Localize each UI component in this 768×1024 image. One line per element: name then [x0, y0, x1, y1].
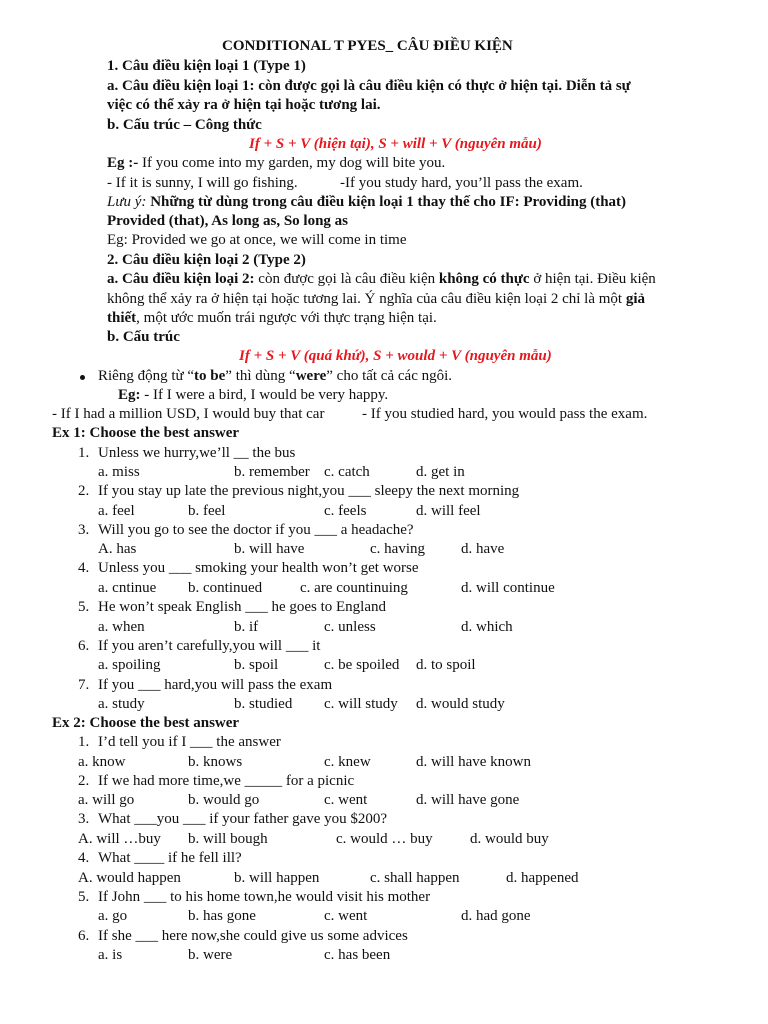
type2-definition-line2 [107, 290, 645, 309]
type1-structure-label: b. Cấu trúc – Công thức [107, 117, 262, 133]
question-text: If she ___ here now,she could give us some advices [98, 928, 408, 944]
bullet-b1: to be [194, 368, 226, 384]
ex1-q4-option-a: a. cntinue [98, 580, 157, 596]
ex1-q1-option-c: c. catch [324, 464, 370, 480]
question-text: I’d tell you if I ___ the answer [98, 734, 281, 750]
ex2-question-2 [78, 772, 354, 791]
bullet-t1: Riêng động từ “ [98, 368, 195, 384]
ex1-question-2 [78, 482, 519, 501]
question-text: If we had more time,we _____ for a picnic [98, 773, 355, 789]
question-text: If you stay up late the previous night,you ___ sleepy the next morning [98, 483, 520, 499]
question-number: 4. [78, 560, 90, 576]
ex1-q7-option-d: d. would study [416, 696, 505, 712]
ex1-q4-option-b: b. continued [188, 580, 263, 596]
ex2-q4-option-a: A. would happen [78, 870, 181, 886]
type2-example1 [118, 386, 388, 405]
type2-definition-bold2: giả [625, 291, 646, 307]
ex2-q2-option-c: c. went [324, 792, 368, 808]
question-number: 6. [78, 928, 90, 944]
question-number: 5. [78, 599, 90, 615]
type1-definition-text2a: việc có thể xảy ra [107, 97, 222, 113]
question-number: 3. [78, 522, 90, 538]
ex1-q4-option-c: c. are countinuing [300, 580, 408, 596]
type2-heading: 2. Câu điều kiện loại 2 (Type 2) [107, 252, 306, 268]
question-number: 2. [78, 483, 90, 499]
type1-example1-text: If you come into my garden, my dog will bite you. [138, 155, 446, 171]
question-text: Unless you ___ smoking your health won’t get worse [98, 560, 419, 576]
ex2-q2-option-a: a. will go [78, 792, 135, 808]
type1-note-line1 [107, 193, 626, 212]
type2-structure-label: b. Cấu trúc [107, 329, 180, 345]
ex1-q6-option-a: a. spoiling [98, 657, 161, 673]
type1-formula: If + S + V (hiện tại), S + will + V (nguyên mẫu) [249, 136, 542, 152]
type1-note-label: Lưu ý: [107, 194, 147, 210]
ex2-q4-option-b: b. will happen [234, 870, 320, 886]
ex2-question-5 [78, 888, 430, 907]
type2-definition-t2: ở hiện tại. Điều kiện [529, 271, 656, 287]
question-number: 7. [78, 677, 90, 693]
question-text: He won’t speak English ___ he goes to England [98, 599, 387, 615]
ex1-q2-option-b: b. feel [188, 503, 226, 519]
page-title: CONDITIONAL T PYES_ CÂU ĐIỀU KIỆN [222, 38, 513, 54]
type2-formula: If + S + V (quá khứ), S + would + V (nguyên mẫu) [239, 348, 552, 364]
ex2-q5-option-d: d. had gone [461, 908, 531, 924]
ex2-q1-option-b: b. knows [188, 754, 243, 770]
question-text: If you ___ hard,you will pass the exam [98, 677, 333, 693]
type2-definition-line2a: không thể xảy ra ở hiện tại hoặc tương lai. Ý nghĩa của câu điều kiện loại 2 chỉ là một [107, 291, 626, 307]
ex2-q2-option-b: b. would go [188, 792, 260, 808]
bullet-t3: ” cho tất cả các ngôi. [326, 368, 453, 384]
type1-example1 [107, 154, 445, 173]
type1-definition-text2b: ở hiện tại hoặc tương lai. [221, 97, 381, 113]
question-number: 6. [78, 638, 90, 654]
type2-definition-bold3: thiết [107, 310, 137, 326]
question-text: What ____ if he fell ill? [98, 850, 242, 866]
ex1-q1-option-b: b. remember [234, 464, 310, 480]
ex2-q4-option-d: d. happened [506, 870, 579, 886]
type2-definition-line1 [107, 270, 656, 289]
ex1-q5-option-b: b. if [234, 619, 259, 635]
type2-definition-bold1: không có thực [438, 271, 530, 287]
ex1-q7-option-b: b. studied [234, 696, 293, 712]
ex2-q6-option-c: c. has been [324, 947, 391, 963]
ex1-q2-option-d: d. will feel [416, 503, 481, 519]
ex2-q1-option-a: a. know [78, 754, 126, 770]
type2-definition-t1: còn được gọi là câu điều kiện [254, 271, 439, 287]
type2-example1-text: - If I were a bird, I would be very happy. [140, 387, 389, 403]
type1-heading: 1. Câu điều kiện loại 1 (Type 1) [107, 58, 306, 74]
type2-bullet-note [98, 367, 452, 386]
ex1-q6-option-d: d. to spoil [416, 657, 476, 673]
ex2-q5-option-a: a. go [98, 908, 128, 924]
ex2-q6-option-b: b. were [188, 947, 233, 963]
question-text: What ___you ___ if your father gave you $200? [98, 811, 388, 827]
ex2-q6-option-a: a. is [98, 947, 123, 963]
type2-definition-line3 [107, 309, 437, 328]
question-number: 2. [78, 773, 90, 789]
ex2-question-1 [78, 733, 281, 752]
ex1-heading: Ex 1: Choose the best answer [52, 425, 240, 441]
question-number: 5. [78, 889, 90, 905]
question-number: 4. [78, 850, 90, 866]
question-text: Unless we hurry,we’ll __ the bus [98, 445, 296, 461]
ex1-q5-option-d: d. which [461, 619, 513, 635]
ex1-q1-option-a: a. miss [98, 464, 140, 480]
ex1-q5-option-c: c. unless [324, 619, 376, 635]
question-text: Will you go to see the doctor if you ___ a headache? [98, 522, 414, 538]
ex1-q1-option-d: d. get in [416, 464, 465, 480]
question-number: 1. [78, 734, 90, 750]
ex2-heading: Ex 2: Choose the best answer [52, 715, 240, 731]
ex2-q3-option-b: b. will bough [188, 831, 268, 847]
ex2-q5-option-b: b. has gone [188, 908, 256, 924]
ex1-q7-option-a: a. study [98, 696, 145, 712]
ex1-question-3 [78, 521, 414, 540]
ex1-q3-option-b: b. will have [234, 541, 305, 557]
ex2-q3-option-c: c. would … buy [336, 831, 433, 847]
type2-definition-label: a. Câu điều kiện loại 2: [107, 271, 255, 287]
bullet-t2: ” thì dùng “ [225, 368, 296, 384]
ex2-question-3 [78, 810, 387, 829]
type2-example2: - If I had a million USD, I would buy that car [52, 406, 325, 422]
type2-definition-line3-text: , một ước muốn trái ngược với thực trạng hiện tại. [136, 310, 437, 326]
type1-definition-line2 [107, 96, 381, 115]
type1-definition-line1 [107, 77, 631, 96]
bullet-b2: were [295, 368, 327, 384]
ex1-q6-option-b: b. spoil [234, 657, 279, 673]
type1-definition-text: còn được gọi là câu điều kiện có thực ở hiện tại. Diễn tả sự [254, 78, 631, 94]
ex2-q2-option-d: d. will have gone [416, 792, 520, 808]
type1-note-line2: Provided (that), As long as, So long as [107, 213, 349, 229]
type1-example2: - If it is sunny, I will go fishing. [107, 175, 298, 191]
type1-example3: -If you study hard, you’ll pass the exam. [340, 175, 583, 191]
ex2-q3-option-d: d. would buy [470, 831, 549, 847]
ex1-q6-option-c: c. be spoiled [324, 657, 400, 673]
ex2-q1-option-d: d. will have known [416, 754, 531, 770]
question-number: 1. [78, 445, 90, 461]
ex2-question-6 [78, 927, 408, 946]
ex2-question-4 [78, 849, 242, 868]
ex1-q2-option-c: c. feels [324, 503, 367, 519]
ex2-q1-option-c: c. knew [324, 754, 371, 770]
ex1-question-5 [78, 598, 386, 617]
question-text: If John ___ to his home town,he would visit his mother [98, 889, 431, 905]
bullet-dot [80, 375, 85, 380]
ex2-q4-option-c: c. shall happen [370, 870, 460, 886]
type1-note-text1: Những từ dùng trong câu điều kiện loại 1 thay thế cho IF: Providing (that) [146, 194, 627, 210]
ex1-q3-option-a: A. has [98, 541, 137, 557]
type2-example-label: Eg: [118, 387, 141, 403]
ex1-question-7 [78, 676, 332, 695]
ex2-q3-option-a: A. will …buy [78, 831, 161, 847]
type1-note-example: Eg: Provided we go at once, we will come in time [107, 232, 407, 248]
ex1-q5-option-a: a. when [98, 619, 145, 635]
ex1-q2-option-a: a. feel [98, 503, 135, 519]
ex1-q3-option-d: d. have [461, 541, 505, 557]
type2-example3: - If you studied hard, you would pass the exam. [362, 406, 648, 422]
ex1-question-4 [78, 559, 419, 578]
ex1-question-1 [78, 444, 295, 463]
type1-example-label: Eg :- [107, 155, 139, 171]
ex1-q7-option-c: c. will study [324, 696, 398, 712]
question-number: 3. [78, 811, 90, 827]
ex1-q4-option-d: d. will continue [461, 580, 555, 596]
ex1-question-6 [78, 637, 320, 656]
type1-definition-label: a. Câu điều kiện loại 1: [107, 78, 255, 94]
ex1-q3-option-c: c. having [370, 541, 425, 557]
ex2-q5-option-c: c. went [324, 908, 368, 924]
question-text: If you aren’t carefully,you will ___ it [98, 638, 321, 654]
